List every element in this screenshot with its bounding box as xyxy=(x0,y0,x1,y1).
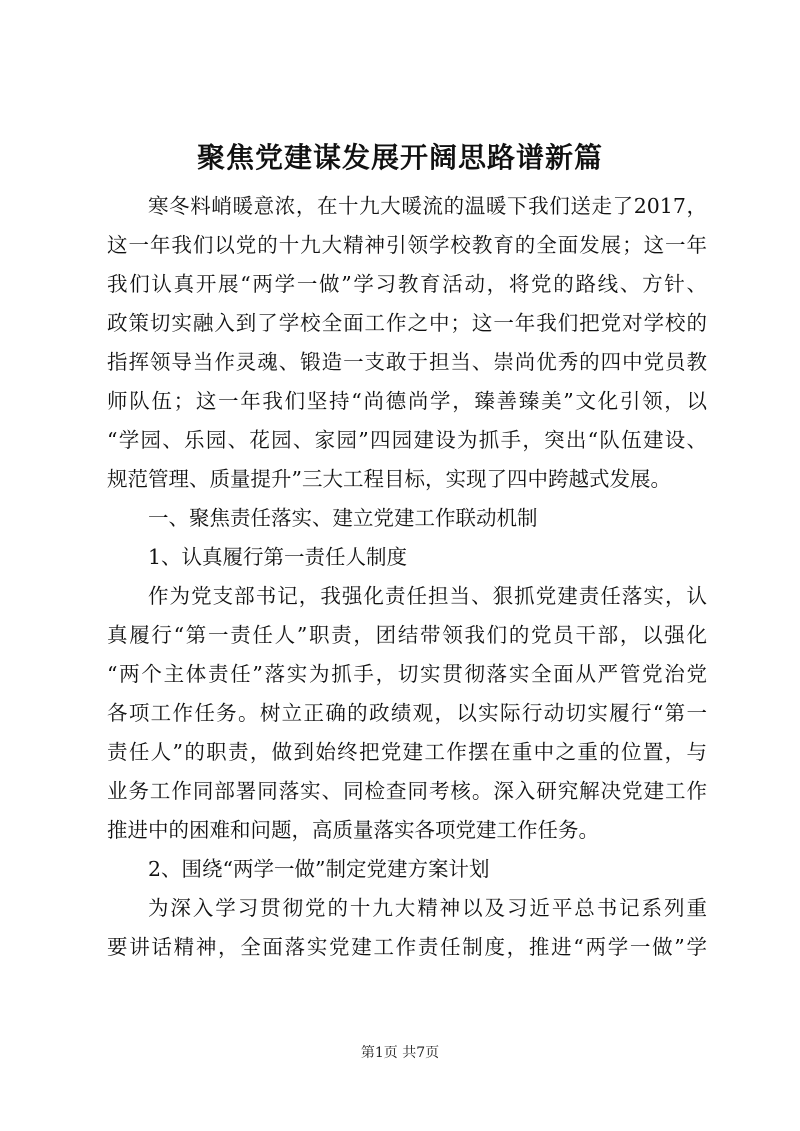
paragraph-line: 作为党支部书记，我强化责任担当、狠抓党建责任落实，认 xyxy=(148,584,707,608)
paragraph-line: 为深入学习贯彻党的十九大精神以及习近平总书记系列重 xyxy=(148,896,707,920)
paragraph-line: 业务工作同部署同落实、同检查同考核。深入研究解决党建工作 xyxy=(107,779,707,803)
paragraph-line: “两个主体责任”落实为抓手，切实贯彻落实全面从严管党治党 xyxy=(107,662,707,686)
paragraph-line: 我们认真开展“两学一做”学习教育活动，将党的路线、方针、 xyxy=(107,272,707,296)
document-title: 聚焦党建谋发展开阔思路谱新篇 xyxy=(196,141,603,174)
paragraph-line: 政策切实融入到了学校全面工作之中；这一年我们把党对学校的 xyxy=(107,311,707,335)
subsection-heading: 1、认真履行第一责任人制度 xyxy=(148,545,408,569)
page-number-footer: 第1页 共7页 xyxy=(360,1045,440,1061)
paragraph-line: 这一年我们以党的十九大精神引领学校教育的全面发展；这一年 xyxy=(107,233,707,257)
subsection-heading: 2、围绕“两学一做”制定党建方案计划 xyxy=(148,857,490,881)
section-heading: 一、聚焦责任落实、建立党建工作联动机制 xyxy=(148,506,538,530)
paragraph-line: 指挥领导当作灵魂、锻造一支敢于担当、崇尚优秀的四中党员教 xyxy=(107,350,707,374)
paragraph-line: 寒冬料峭暖意浓，在十九大暖流的温暖下我们送走了2017， xyxy=(148,194,707,218)
paragraph-line: 推进中的困难和问题，高质量落实各项党建工作任务。 xyxy=(107,818,599,842)
paragraph-line: 要讲话精神，全面落实党建工作责任制度，推进“两学一做”学 xyxy=(107,935,707,959)
paragraph-line: 师队伍；这一年我们坚持“尚德尚学，臻善臻美”文化引领，以 xyxy=(107,389,707,413)
paragraph-line: 责任人”的职责，做到始终把党建工作摆在重中之重的位置，与 xyxy=(107,740,707,764)
paragraph-line: 规范管理、质量提升”三大工程目标，实现了四中跨越式发展。 xyxy=(107,467,671,491)
paragraph-line: 真履行“第一责任人”职责，团结带领我们的党员干部，以强化 xyxy=(107,623,707,647)
paragraph-line: 各项工作任务。树立正确的政绩观，以实际行动切实履行“第一 xyxy=(107,701,707,725)
paragraph-line: “学园、乐园、花园、家园”四园建设为抓手，突出“队伍建设、 xyxy=(107,428,707,452)
